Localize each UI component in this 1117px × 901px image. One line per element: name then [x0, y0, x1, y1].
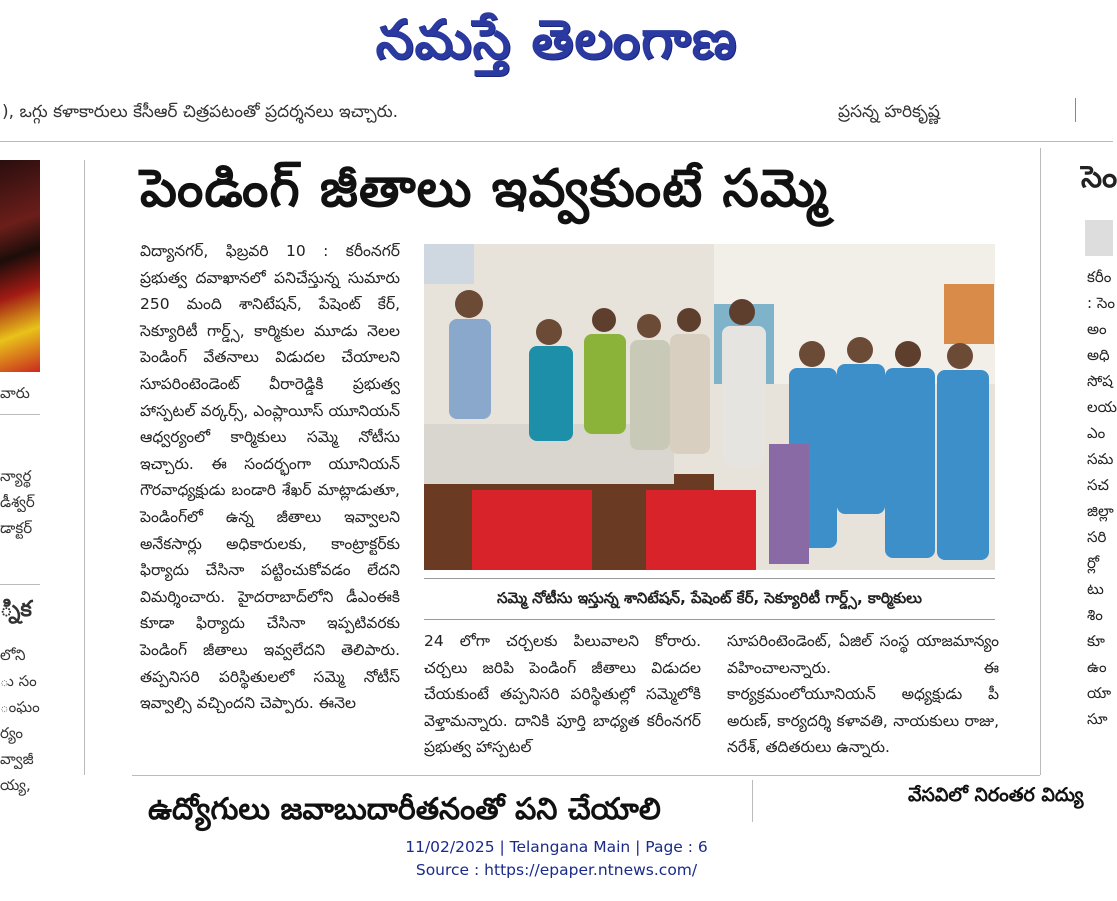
left-fragment: న్యార్థ — [0, 467, 32, 485]
bottom-rule — [132, 775, 1040, 776]
left-fragment: ర్యం — [0, 724, 24, 742]
right-fragment: కూ — [1087, 632, 1105, 650]
right-fragment: సోష — [1087, 372, 1113, 390]
left-fragment: డాక్టర్ — [0, 519, 33, 537]
right-fragment: ఉం — [1087, 658, 1107, 676]
right-fragment: సచ — [1087, 476, 1109, 494]
left-fragment: య్య, — [0, 776, 31, 794]
top-strip — [0, 98, 1113, 132]
right-fragment: ర్లో — [1087, 554, 1100, 572]
left-separator — [0, 414, 40, 415]
article-headline: పెండింగ్ జీతాలు ఇవ్వకుంటే సమ్మె — [140, 159, 829, 219]
newspaper-logo: నమస్తే తెలంగాణ — [375, 7, 738, 71]
right-neighbour-column — [1081, 150, 1117, 810]
masthead — [0, 0, 1113, 86]
next-article-headline-right: వేసవిలో నిరంతర విద్యు — [908, 784, 1084, 806]
article-column-2: 24 లోగా చర్చలకు పిలువాలని కోరారు. చర్చలు జరిపి పెండింగ్ జీతాలు విడుదల చేయకుంటే తప్పనిసరి పరిస్థితుల్లో సమ్మెలోకి వెళ్తామన్నారు. దానికి పూర్తి బాధ్యత కరీంనగర్ ప్రభుత్వ హాస్పటల్ — [424, 632, 701, 757]
right-fragment: : సెం — [1087, 294, 1115, 312]
footer-edition-info: 11/02/2025 | Telangana Main | Page : 6 — [405, 838, 708, 856]
left-fragment: వారు — [0, 384, 30, 402]
page-footer — [0, 836, 1113, 882]
right-fragment: అం — [1087, 320, 1107, 338]
column-divider — [1040, 148, 1041, 775]
left-fragment: లోని — [0, 646, 26, 664]
right-fragment: అధి — [1087, 346, 1110, 364]
right-fragment: యా — [1087, 684, 1112, 702]
column-divider — [84, 160, 85, 775]
right-fragment: జిల్లా — [1087, 502, 1114, 520]
left-fragment: ు సం — [0, 672, 37, 690]
right-headline-fragment: సెం — [1081, 160, 1117, 195]
top-strip-byline: ప్రసన్న హరికృష్ణ — [838, 102, 940, 122]
left-neighbour-column — [0, 160, 40, 820]
right-fragment: టు — [1087, 580, 1104, 598]
column-divider — [752, 780, 753, 822]
right-gray-box — [1085, 220, 1113, 256]
left-fragment: ంఘం — [0, 698, 40, 716]
article-column-3: సూపరింటెండెంట్, ఏజిల్ సంస్థ యాజమాన్యం వహించాలన్నారు. ఈ కార్యక్రమంలోయూనియన్ అధ్యక్షుడు పీ అరుణ్, కార్యదర్శి కళావతి, నాయకులు రాజు, నరేశ్, తదితరులు ఉన్నారు. — [727, 632, 999, 757]
right-fragment: సరి — [1087, 528, 1107, 546]
right-fragment: కరీం — [1087, 268, 1112, 286]
header-rule — [0, 141, 1113, 142]
article-photo — [424, 244, 995, 570]
left-separator — [0, 584, 40, 585]
left-headline-fragment: ్నిక — [0, 597, 32, 622]
left-article-photo — [0, 160, 40, 372]
right-fragment: లయ — [1087, 398, 1117, 416]
left-fragment: డీశ్వర్ — [0, 493, 35, 511]
right-fragment: సూ — [1087, 710, 1108, 728]
right-fragment: సమ — [1087, 450, 1114, 468]
right-fragment: ఎం — [1087, 424, 1106, 442]
left-fragment: వ్వాజీ — [0, 750, 34, 768]
footer-source-link[interactable]: Source : https://epaper.ntnews.com/ — [415, 861, 698, 879]
column-divider — [1075, 98, 1076, 122]
workers-group-photo — [424, 244, 995, 570]
photo-caption: సమ్మె నోటీసు ఇస్తున్న శానిటేషన్, పేషెంట్ కేర్, సెక్యూరిటీ గార్డ్స్, కార్మికులు — [424, 578, 995, 620]
top-strip-left-text: ), ఒగ్గు కళాకారులు కేసీఆర్ చిత్రపటంతో ప్రదర్శనలు ఇచ్చారు. — [2, 102, 399, 122]
next-article-headline: ఉద్యోగులు జవాబుదారీతనంతో పని చేయాలి — [148, 792, 661, 827]
article-column-1: విద్యానగర్, ఫిబ్రవరి 10 : కరీంనగర్ ప్రభుత్వ దవాఖానలో పనిచేస్తున్న సుమారు 250 మంది శానిటేషన్, పేషెంట్ కేర్, సెక్యూరిటీ గార్డ్స్, కార్మికుల మూడు నెలల పెండింగ్ వేతనాలు విడుదల చేయాలని సూపరింటెండెంట్ వీరారెడ్డికి ప్రభుత్వ హాస్పటల్ వర్కర్స్, ఎంప్లాయీస్ యూనియన్ ఆధ్వర్యంలో కార్మికులు సమ్మె నోటీసు ఇచ్చారు. ఈ సందర్భంగా యూనియన్ గౌరవాధ్యక్షుడు బండారి శేఖర్ మాట్లాడుతూ, పెండింగ్‌లో ఉన్న జీతాలు ఇవ్వాలని అనేకసార్లు అధికారులకు, కాంట్రాక్టర్‌కు ఫిర్యాదు చేసినా పట్టించుకోవడం లేదని విమర్శించారు. హైదరాబాద్‌లోని డీఎంఈకి కూడా ఫిర్యాదు చేసినా ఇప్పటివరకు పెండింగ్ జీతాలు ఇవ్వలేదని తెలిపారు. తప్పనిసరి పరిస్థితులలో సమ్మె నోటీస్ ఇవ్వాల్సి వచ్చిందని చెప్పారు. ఈనెల — [140, 242, 400, 713]
right-fragment: శిం — [1087, 606, 1103, 624]
